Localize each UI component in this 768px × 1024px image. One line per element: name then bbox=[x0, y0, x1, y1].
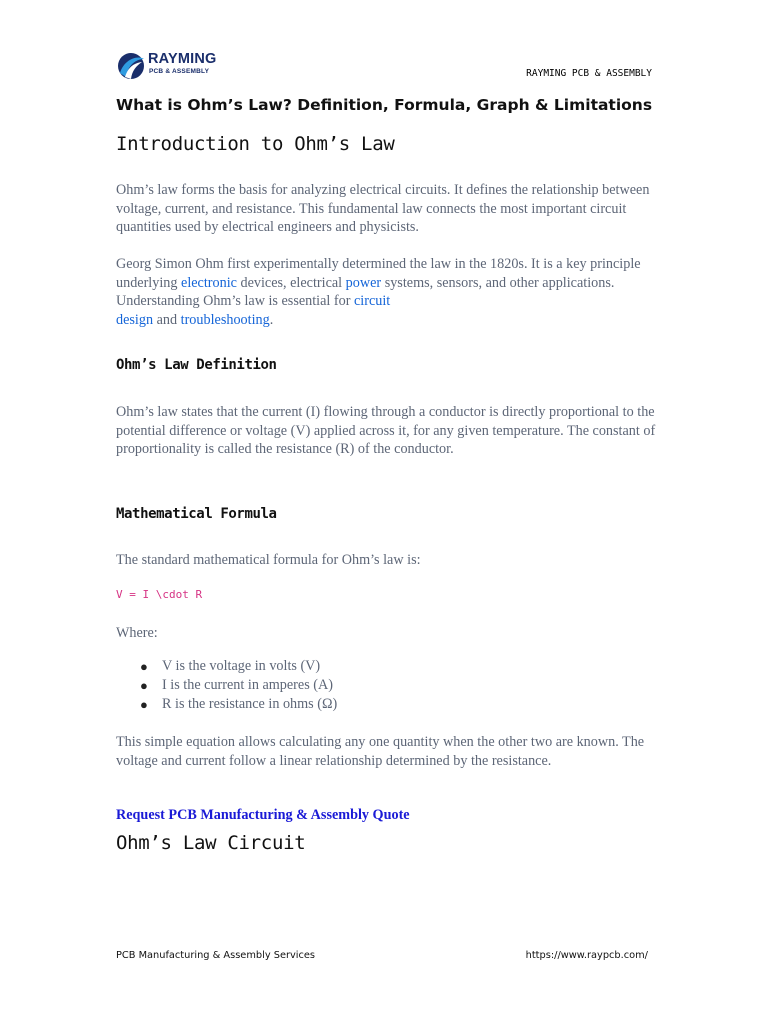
rayming-logo bbox=[116, 49, 216, 81]
swoosh-logo-icon bbox=[116, 51, 146, 81]
where-label: Where: bbox=[116, 625, 158, 641]
bullet-text-voltage: V is the voltage in volts (V) bbox=[162, 658, 321, 674]
request-quote-link[interactable]: Request PCB Manufacturing & Assembly Quote bbox=[116, 807, 410, 823]
footer-url[interactable]: https://www.raypcb.com/ bbox=[525, 950, 648, 961]
document-title: What is Ohm’s Law? Definition, Formula, Graph & Limitations bbox=[116, 96, 653, 114]
intro-paragraph-1: Ohm’s law forms the basis for analyzing electrical circuits. It defines the relationship between voltage, current, and resistance. This fundamental law connects the most important circuit quantities used by electrical engineers and physicists. bbox=[116, 182, 650, 236]
definition-paragraph: Ohm’s law states that the current (I) flowing through a conductor is directly proportional to the potential difference or voltage (V) applied across it, for any given temperature. The constant of proportionality is called the resistance (R) of the conductor. bbox=[116, 404, 656, 458]
variable-list bbox=[116, 657, 616, 715]
p2-text-e: . bbox=[269, 312, 274, 329]
logo-subtitle: PCB & ASSEMBLY bbox=[149, 68, 210, 75]
power-link[interactable]: power bbox=[345, 274, 382, 291]
definition-heading: Ohm’s Law Definition bbox=[116, 357, 277, 373]
intro-heading: Introduction to Ohm’s Law bbox=[116, 133, 395, 155]
footer-services: PCB Manufacturing & Assembly Services bbox=[116, 950, 316, 961]
electronic-link[interactable]: electronic bbox=[181, 274, 237, 291]
circuit-design-link-part1[interactable]: circuit bbox=[354, 293, 391, 310]
list-item bbox=[116, 676, 616, 695]
p2-text-c: systems, sensors, and other applications. Understanding Ohm’s law is essential for bbox=[116, 274, 615, 310]
p2-text-b: devices, electrical bbox=[236, 274, 346, 291]
p2-text-d: and bbox=[156, 312, 181, 329]
p2-text-a: Georg Simon Ohm first experimentally determined the law in the 1820s. It is a key principle underlying bbox=[116, 256, 641, 291]
formula-code: V = I \cdot R bbox=[116, 588, 203, 601]
formula-heading: Mathematical Formula bbox=[116, 506, 277, 522]
bullet-icon: ● bbox=[140, 697, 148, 713]
intro-paragraph-2 bbox=[116, 255, 656, 330]
logo-name: RAYMING bbox=[148, 51, 217, 67]
bullet-icon: ● bbox=[140, 659, 148, 674]
bullet-text-resistance: R is the resistance in ohms (Ω) bbox=[162, 696, 338, 713]
header-company-name: RAYMING PCB & ASSEMBLY bbox=[526, 68, 652, 79]
troubleshooting-link[interactable]: troubleshooting bbox=[180, 312, 270, 329]
formula-intro: The standard mathematical formula for Ohm’s law is: bbox=[116, 552, 421, 568]
bullet-icon: ● bbox=[140, 678, 148, 694]
list-item bbox=[116, 695, 616, 714]
list-item bbox=[116, 657, 616, 676]
circuit-heading: Ohm’s Law Circuit bbox=[116, 832, 306, 854]
circuit-design-link-part2[interactable]: design bbox=[116, 312, 154, 329]
formula-summary: This simple equation allows calculating any one quantity when the other two are known. The voltage and current follow a linear relationship determined by the resistance. bbox=[116, 734, 645, 769]
bullet-text-current: I is the current in amperes (A) bbox=[162, 677, 333, 694]
